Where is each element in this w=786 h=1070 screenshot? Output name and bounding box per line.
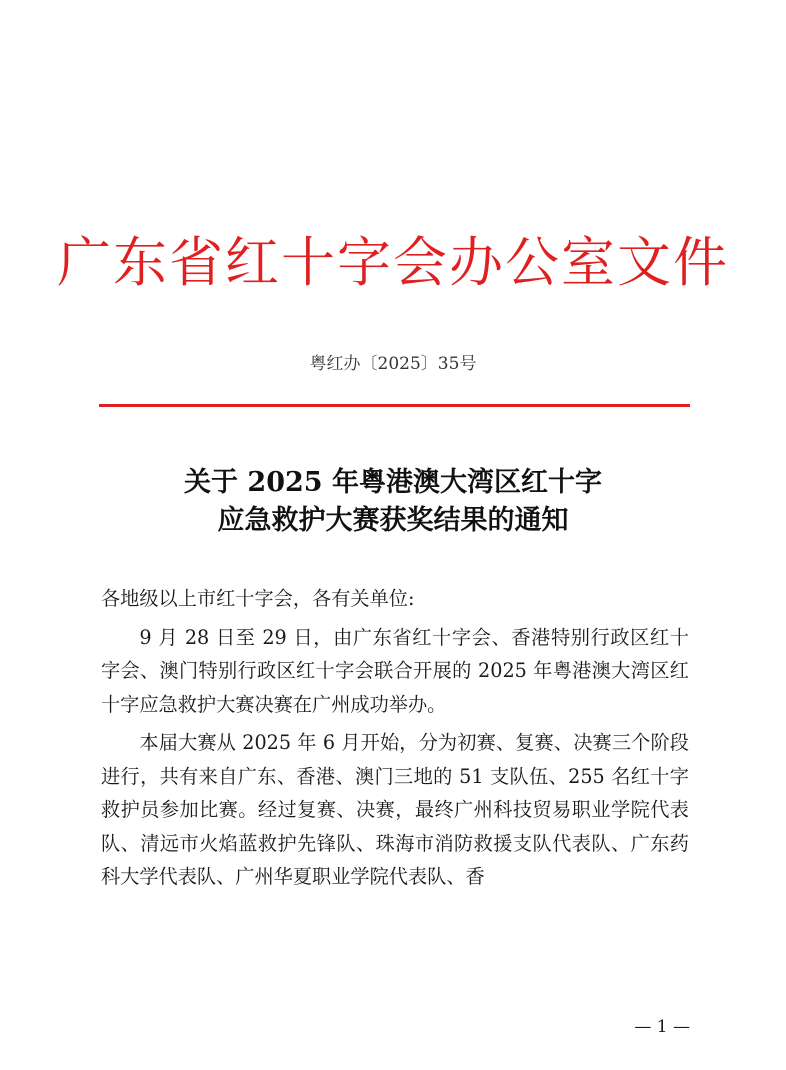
document-title <box>0 464 786 540</box>
red-separator-line <box>99 404 690 407</box>
document-number: 粤红办〔2025〕35号 <box>309 354 477 374</box>
page-number: — 1 — <box>634 1017 690 1037</box>
document-body <box>101 582 689 894</box>
title-line-1: 关于 2025 年粤港澳大湾区红十字 <box>184 467 602 498</box>
paragraph-1: 9 月 28 日至 29 日，由广东省红十字会、香港特别行政区红十字会、澳门特别行政区红十字会联合开展的 2025 年粤港澳大湾区红十字应急救护大赛决赛在广州成功举办。 <box>101 625 689 716</box>
salutation: 各地级以上市红十字会，各有关单位: <box>101 587 415 610</box>
title-line-2: 应急救护大赛获奖结果的通知 <box>217 505 569 536</box>
paragraph-2: 本届大赛从 2025 年 6 月开始，分为初赛、复赛、决赛三个阶段进行，共有来自广东、香港、澳门三地的 51 支队伍、255 名红十字救护员参加比赛。经过复赛、决赛，最终广州科技贸易职业学院代表队、清远市火焰蓝救护先锋队、珠海市消防救援支队代表队、广东药科大学代表队、广州华夏职业学院代表队、香 <box>101 731 689 888</box>
org-header: 广东省红十字会办公室文件 <box>57 231 729 294</box>
